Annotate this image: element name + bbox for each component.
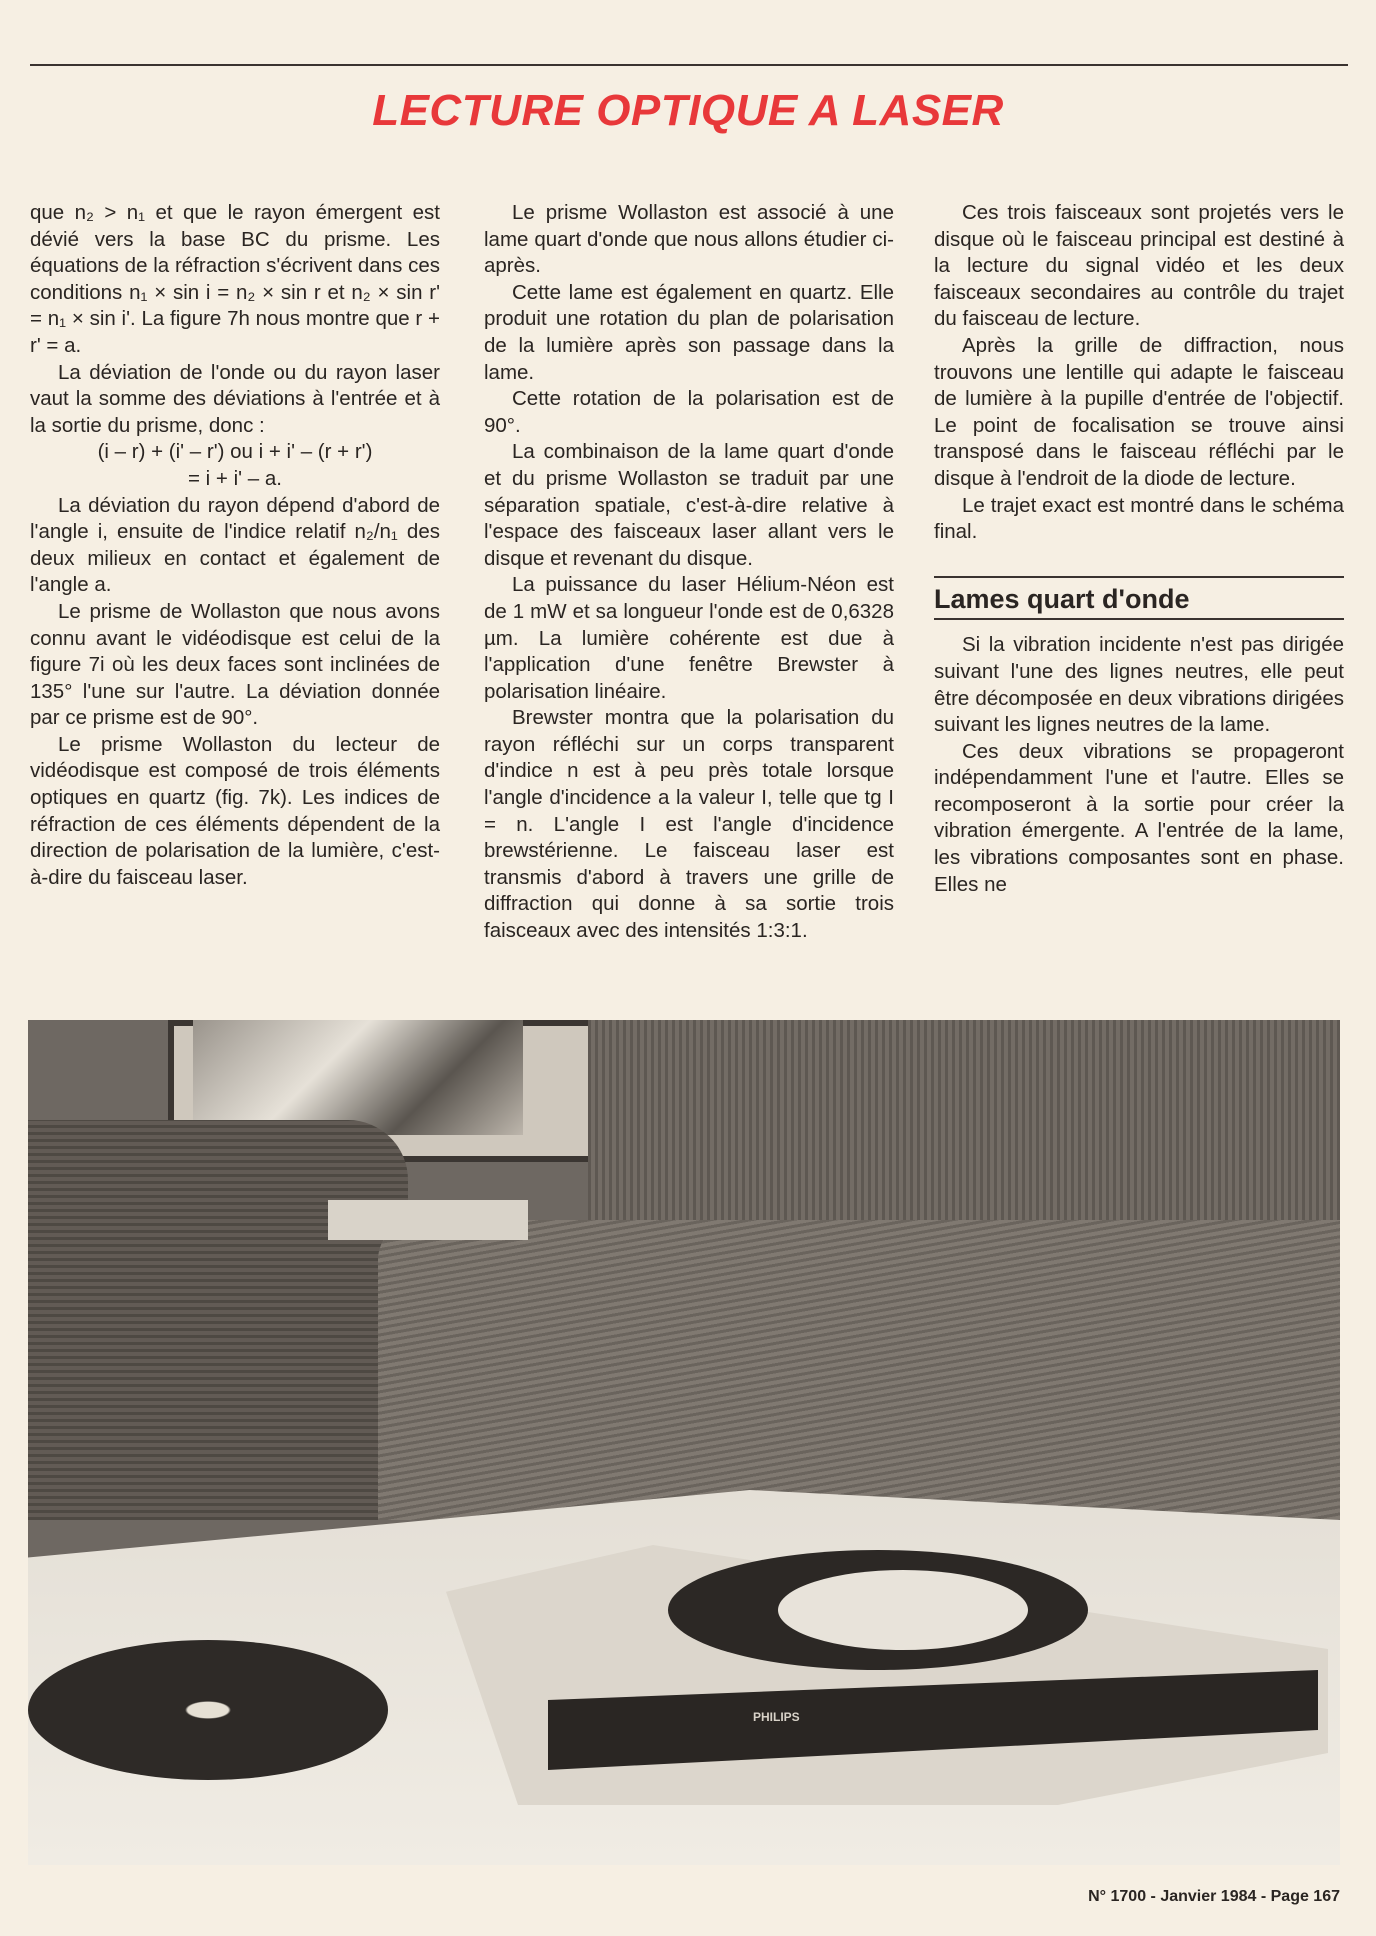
section-title: Lames quart d'onde bbox=[934, 583, 1190, 614]
paragraph: Si la vibration incidente n'est pas dirigée suivant l'une des lignes neutres, elle peut être décomposée en deux vibrations dirigées suivant les lignes neutres de la lame. bbox=[934, 633, 1344, 737]
column-3 bbox=[934, 200, 1344, 898]
paragraph: Ces deux vibrations se propageront indépendamment l'une et l'autre. Elles se recomposeront à la sortie pour créer la vibration émergente. A l'entrée de la lame, les vibrations composantes sont en phase. Elles ne bbox=[934, 739, 1344, 896]
paragraph: La puissance du laser Hélium-Néon est de 1 mW et sa longueur l'onde est de 0,6328 µm. La lumière cohérente est due à l'application d'une fenêtre Brewster à polarisation linéaire. bbox=[484, 573, 894, 703]
sofa-seat bbox=[378, 1220, 1340, 1520]
page-title: LECTURE OPTIQUE A LASER bbox=[372, 86, 1004, 135]
formula: (i – r) + (i' – r') ou i + i' – (r + r') bbox=[97, 440, 373, 464]
column-1 bbox=[30, 200, 440, 891]
tv-screen bbox=[193, 1020, 523, 1135]
section-rule bbox=[934, 576, 1344, 578]
paragraph: Le prisme Wollaston du lecteur de vidéodisque est composé de trois éléments optiques en quartz (fig. 7k). Les indices de réfraction de ces éléments dépendent de la direction de polarisation de la lumière, c'est-à-dire du faisceau laser. bbox=[30, 732, 440, 889]
formula: = i + i' – a. bbox=[188, 466, 282, 490]
paragraph: Le prisme de Wollaston que nous avons connu avant le vidéodisque est celui de la figure 7i où les deux faces sont inclinées de 135° l'une sur l'autre. La déviation donnée par ce prisme est de 90°. bbox=[30, 599, 440, 730]
paragraph: Cette rotation de la polarisation est de 90°. bbox=[484, 387, 894, 437]
column-3-body bbox=[934, 200, 1344, 546]
paragraph: La déviation du rayon dépend d'abord de l'angle i, ensuite de l'indice relatif n₂/n₁ des deux milieux en contact et également de l'angle a. bbox=[30, 493, 440, 597]
player-lid bbox=[778, 1570, 1028, 1650]
page-footer: N° 1700 - Janvier 1984 - Page 167 bbox=[1088, 1888, 1340, 1905]
player-brand: PHILIPS bbox=[753, 1710, 800, 1724]
section-rule-bottom bbox=[934, 618, 1344, 620]
vinyl-record bbox=[28, 1640, 388, 1780]
paragraph: La déviation de l'onde ou du rayon laser vaut la somme des déviations à l'entrée et à la sortie du prisme, donc : bbox=[30, 360, 440, 437]
paragraph: Le trajet exact est montré dans le schéma final. bbox=[934, 493, 1344, 544]
column-2 bbox=[484, 200, 894, 945]
paragraph: Ces trois faisceaux sont projetés vers le disque où le faisceau principal est destiné à la lecture du signal vidéo et les deux faisceaux secondaires au contrôle du trajet du faisceau de lecture. bbox=[934, 201, 1344, 331]
paragraph: Après la grille de diffraction, nous trouvons une lentille qui adapte le faisceau de lumière à la pupille d'entrée de l'objectif. Le point de focalisation se trouve ainsi transposé dans le faisceau réfléchi par le disque à l'endroit de la diode de lecture. bbox=[934, 333, 1344, 490]
product-photo bbox=[28, 1020, 1340, 1865]
top-rule bbox=[30, 64, 1348, 66]
paragraph: Brewster montra que la polarisation du rayon réfléchi sur un corps transparent d'indice n est à peu près totale lorsque l'angle d'incidence a la valeur I, telle que tg I = n. L'angle I est l'angle d'incidence brewstérienne. Le faisceau laser est transmis d'abord à travers une grille de diffraction qui donne à sa sortie trois faisceaux avec des intensités 1:3:1. bbox=[484, 706, 894, 943]
paragraph: Cette lame est également en quartz. Elle produit une rotation du plan de polarisation de la lumière après son passage dans la lame. bbox=[484, 280, 894, 384]
sofa-left bbox=[28, 1120, 408, 1520]
paragraph: Le prisme Wollaston est associé à une lame quart d'onde que nous allons étudier ci-après. bbox=[484, 201, 894, 278]
side-table bbox=[328, 1200, 528, 1240]
paragraph: La combinaison de la lame quart d'onde et du prisme Wollaston se traduit par une séparation spatiale, c'est-à-dire relative à l'espace des faisceaux laser allant vers le disque et revenant du disque. bbox=[484, 440, 894, 570]
paragraph: que n₂ > n₁ et que le rayon émergent est dévié vers la base BC du prisme. Les équations de la réfraction s'écrivent dans ces conditions n₁ × sin i = n₂ × sin r et n₂ × sin r' = n₁ × sin i'. La figure 7h nous montre que r + r' = a. bbox=[30, 201, 440, 357]
